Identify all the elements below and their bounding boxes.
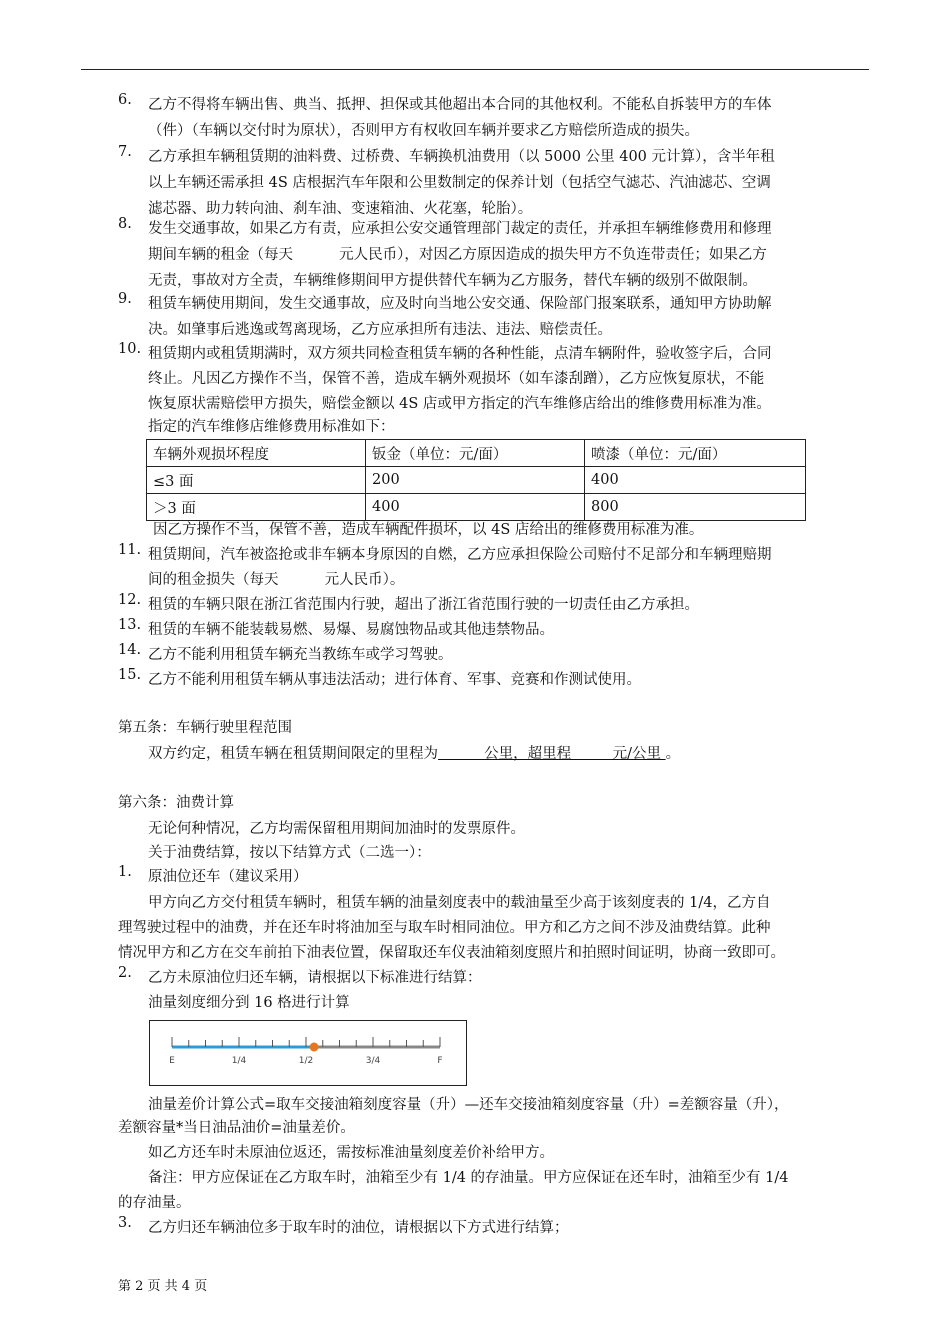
repair-fee-table: [146, 439, 806, 521]
mileage-blank: 公里，超里程 元/公里: [438, 746, 666, 762]
formula-text: 差额容量*当日油品油价=油量差价。: [118, 1120, 355, 1136]
gauge-marker: [310, 1043, 319, 1052]
table-cell: 400: [366, 494, 585, 521]
table-cell: ＞3 面: [147, 494, 366, 521]
article-6-para: 无论何种情况，乙方均需保留租用期间加油时的发票原件。: [148, 821, 525, 837]
table-header-cell: 车辆外观损坏程度: [147, 440, 366, 467]
item-number: 11.: [118, 542, 142, 558]
article-5-text: [148, 741, 680, 767]
item-text: 无责，事故对方全责，车辆维修期间甲方提供替代车辆为乙方服务，替代车辆的级别不做限制。: [148, 273, 757, 289]
item-number: 9.: [118, 291, 132, 307]
option-text: 理驾驶过程中的油费，并在还车时将油加至与取车时相同油位。甲方和乙方之间不涉及油费结算。此种: [118, 920, 771, 936]
option-number: 3.: [118, 1215, 132, 1231]
item-text: 期间车辆的租金（每天 元人民币），对因乙方原因造成的损失甲方不负连带责任；如果乙方: [148, 247, 767, 263]
item-number: 10.: [118, 341, 142, 357]
article-6-para: 关于油费结算，按以下结算方式（二选一）：: [148, 845, 431, 861]
item-text: 租赁的车辆不能装载易燃、易爆、易腐蚀物品或其他违禁物品。: [148, 622, 554, 638]
item-text: 租赁期间，汽车被盗抢或非车辆本身原因的自燃，乙方应承担保险公司赔付不足部分和车辆理赔期: [148, 547, 772, 563]
item-text: 乙方承担车辆租赁期的油料费、过桥费、车辆换机油费用（以 5000 公里 400 元计算），含半年租: [148, 149, 775, 165]
table-header-row: [147, 440, 806, 467]
item-text: 租赁的车辆只限在浙江省范围内行驶，超出了浙江省范围行驶的一切责任由乙方承担。: [148, 597, 699, 613]
option-text: 甲方向乙方交付租赁车辆时，租赁车辆的油量刻度表中的载油量至少高于该刻度表的 1/4，乙方自: [148, 895, 771, 911]
item-text: 决。如肇事后逃逸或驾离现场，乙方应承担所有违法、违法、赔偿责任。: [148, 322, 612, 338]
item-number: 15.: [118, 667, 142, 683]
table-header-cell: 钣金（单位：元/面）: [366, 440, 585, 467]
item-number: 6.: [118, 92, 132, 108]
after-table-note: 因乙方操作不当，保管不善，造成车辆配件损坏，以 4S 店给出的维修费用标准为准。: [153, 522, 704, 538]
table-cell: 200: [366, 467, 585, 494]
table-cell: 800: [585, 494, 806, 521]
item-number: 14.: [118, 642, 142, 658]
table-cell: 400: [585, 467, 806, 494]
item-number: 8.: [118, 216, 132, 232]
gauge-label: F: [437, 1056, 443, 1066]
formula-text: 油量差价计算公式=取车交接油箱刻度容量（升）—还车交接油箱刻度容量（升）=差额容量（升），: [148, 1097, 789, 1113]
gauge-label: 1/4: [231, 1056, 247, 1066]
item-text: 滤芯器、助力转向油、刹车油、变速箱油、火花塞，轮胎）。: [148, 201, 533, 217]
table-header-cell: 喷漆（单位：元/面）: [585, 440, 806, 467]
option-number: 2.: [118, 965, 132, 981]
header-rule: [81, 69, 869, 70]
option-text: 情况甲方和乙方在交车前拍下油表位置，保留取还车仪表油箱刻度照片和拍照时间证明，协商一致即可。: [118, 945, 785, 961]
item-text: 乙方不能利用租赁车辆充当教练车或学习驾驶。: [148, 647, 453, 663]
option-title: 乙方未原油位归还车辆，请根据以下标准进行结算：: [148, 970, 482, 986]
fuel-gauge: [150, 1021, 466, 1085]
item-text: 租赁期内或租赁期满时，双方须共同检查租赁车辆的各种性能，点清车辆附件，验收签字后，合同: [148, 346, 772, 362]
item-text: 间的租金损失（每天 元人民币）。: [148, 572, 405, 588]
item-number: 13.: [118, 617, 142, 633]
item-number: 12.: [118, 592, 142, 608]
option-title: 原油位还车（建议采用）: [148, 869, 308, 885]
note-text: 备注：甲方应保证在乙方取车时，油箱至少有 1/4 的存油量。甲方应保证在还车时，油箱至少有 1/4: [148, 1170, 789, 1186]
article-5-end: 。: [665, 746, 681, 762]
page-footer: 第 2 页 共 4 页: [118, 1279, 208, 1294]
article-5-lead: 双方约定，租赁车辆在租赁期间限定的里程为: [148, 746, 438, 762]
article-6-title: 第六条：油费计算: [118, 795, 234, 811]
item-text: 恢复原状需赔偿甲方损失，赔偿金额以 4S 店或甲方指定的汽车维修店给出的维修费用标准为准。: [148, 396, 771, 412]
article-6-para: 如乙方还车时未原油位返还，需按标准油量刻度差价补给甲方。: [148, 1145, 554, 1161]
item-text: 终止。凡因乙方操作不当，保管不善，造成车辆外观损坏（如车漆刮蹭），乙方应恢复原状，不能: [148, 371, 765, 387]
item-text: 租赁车辆使用期间，发生交通事故，应及时向当地公安交通、保险部门报案联系，通知甲方协助解: [148, 296, 772, 312]
gauge-label: 3/4: [365, 1056, 381, 1066]
item-text: 发生交通事故，如果乙方有责，应承担公安交通管理部门裁定的责任，并承担车辆维修费用和修理: [148, 221, 772, 237]
item-number: 7.: [118, 144, 132, 160]
item-text: 以上车辆还需承担 4S 店根据汽车年限和公里数制定的保养计划（包括空气滤芯、汽油滤芯、空调: [148, 175, 771, 191]
table-cell: ≤3 面: [147, 467, 366, 494]
table-row: [147, 467, 806, 494]
option-title: 乙方归还车辆油位多于取车时的油位，请根据以下方式进行结算；: [148, 1220, 569, 1236]
article-5-title: 第五条：车辆行驶里程范围: [118, 720, 292, 736]
note-text: 的存油量。: [118, 1195, 191, 1211]
gauge-label: 1/2: [298, 1056, 314, 1066]
option-subtext: 油量刻度细分到 16 格进行计算: [148, 995, 350, 1011]
item-text: 乙方不得将车辆出售、典当、抵押、担保或其他超出本合同的其他权利。不能私自拆装甲方的车体: [148, 97, 772, 113]
gauge-label: E: [169, 1056, 175, 1066]
item-text: （件）（车辆以交付时为原状），否则甲方有权收回车辆并要求乙方赔偿所造成的损失。: [148, 123, 699, 139]
option-number: 1.: [118, 864, 132, 880]
item-text: 乙方不能利用租赁车辆从事违法活动；进行体育、军事、竞赛和作测试使用。: [148, 672, 641, 688]
item-text: 指定的汽车维修店维修费用标准如下：: [148, 419, 395, 435]
fuel-gauge-figure: [149, 1020, 467, 1086]
